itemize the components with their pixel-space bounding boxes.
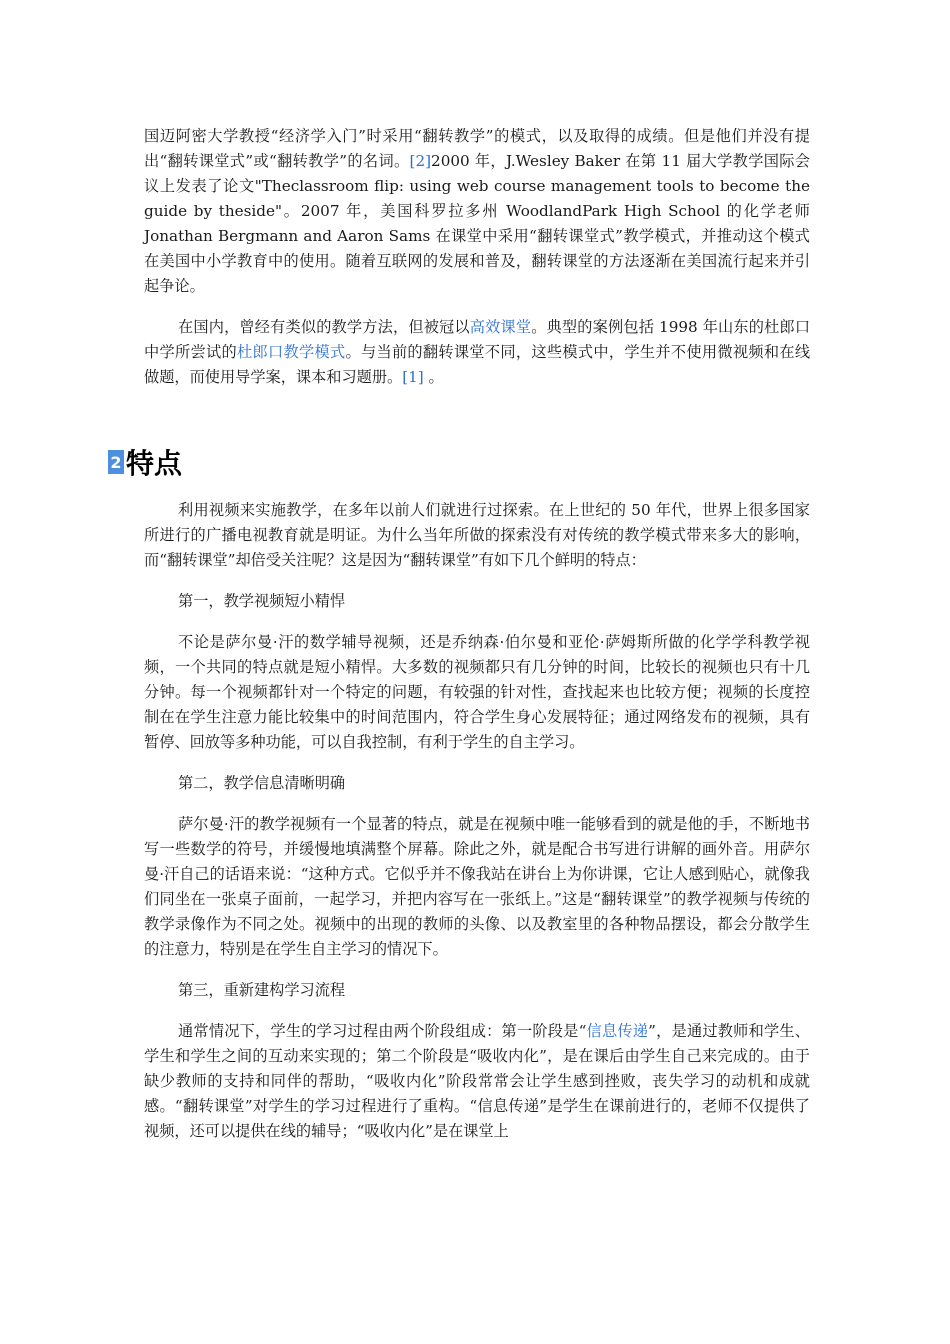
document-content bbox=[110, 124, 811, 1144]
point-3-text-1: 通常情况下，学生的学习过程由两个阶段组成：第一阶段是“ bbox=[178, 1022, 587, 1040]
paragraph-intro: 利用视频来实施教学，在多年以前人们就进行过探索。在上世纪的 50 年代，世界上很多国家所进行的广播电视教育就是明证。为什么当年所做的探索没有对传统的教学模式带来多大的影响，而“翻转课堂”却倍受关注呢？这是因为“翻转课堂”有如下几个鲜明的特点： bbox=[144, 501, 810, 569]
point-3-body bbox=[144, 1019, 810, 1144]
point-3-title: 第三，重新建构学习流程 bbox=[178, 981, 346, 999]
domestic-text-3: 。与当前的翻转课堂不同，这些模式中，学生并不使用微视频和在线做题，而使用导学案，课本和习题册。 bbox=[144, 343, 811, 386]
history-text-b: 2000 年，J.Wesley Baker 在第 11 届大学教学国际会议上发表了论文"Theclassroom flip: using web course management tools to become the guide by theside"。2007 年，美国科罗拉多州 WoodlandPark High School 的化学老师 Jonathan Bergmann and Aaron Sams 在课堂中采用“翻转课堂式”教学模式，并推动这个模式在美国中小学教育中的使用。随着互联网的发展和普及，翻转课堂的方法逐渐在美国流行起来并引起争论。 bbox=[144, 152, 810, 295]
domestic-text-4: 。 bbox=[423, 368, 444, 386]
section-heading bbox=[108, 440, 810, 484]
point-3-text-2: ”，是通过教师和学生、学生和学生之间的互动来实现的；第二个阶段是“吸收内化”，是在课后由学生自己来完成的。由于缺少教师的支持和同伴的帮助，“吸收内化”阶段常常会让学生感到挫败，丧失学习的动机和成就感。“翻转课堂”对学生的学习过程进行了重构。“信息传递”是学生在课前进行的，老师不仅提供了视频，还可以提供在线的辅导；“吸收内化”是在课堂上 bbox=[144, 1022, 810, 1140]
paragraph-domestic bbox=[144, 315, 810, 390]
citation-link-2[interactable]: [2] bbox=[409, 152, 432, 170]
point-1-body: 不论是萨尔曼·汗的数学辅导视频，还是乔纳森·伯尔曼和亚伦·萨姆斯所做的化学学科教学视频，一个共同的特点就是短小精悍。大多数的视频都只有几分钟的时间，比较长的视频也只有十几分钟。每一个视频都针对一个特定的问题，有较强的针对性，查找起来也比较方便；视频的长度控制在在学生注意力能比较集中的时间范围内，符合学生身心发展特征；通过网络发布的视频，具有暂停、回放等多种功能，可以自我控制，有利于学生的自主学习。 bbox=[144, 633, 810, 751]
point-2-body: 萨尔曼·汗的教学视频有一个显著的特点，就是在视频中唯一能够看到的就是他的手，不断地书写一些数学的符号，并缓慢地填满整个屏幕。除此之外，就是配合书写进行讲解的画外音。用萨尔曼·汗自己的话语来说：“这种方式。它似乎并不像我站在讲台上为你讲课，它让人感到贴心，就像我们同坐在一张桌子面前，一起学习，并把内容写在一张纸上。”这是“翻转课堂”的教学视频与传统的教学录像作为不同之处。视频中的出现的教师的头像、以及教室里的各种物品摆设，都会分散学生的注意力，特别是在学生自主学习的情况下。 bbox=[144, 815, 810, 958]
link-dulangkou-model[interactable]: 杜郎口教学模式 bbox=[236, 343, 346, 361]
history-text-a: 国迈阿密大学教授“经济学入门”时采用“翻转教学”的模式，以及取得的成绩。但是他们并没有提出“翻转课堂式”或“翻转教学”的名词。 bbox=[144, 127, 810, 170]
section-number-badge: 2 bbox=[108, 450, 124, 474]
point-2-title: 第二，教学信息清晰明确 bbox=[178, 774, 346, 792]
section-title: 特点 bbox=[126, 447, 183, 480]
domestic-text-2: 。典型的案例包括 1998 年山东的杜郎口中学所尝试的 bbox=[144, 318, 811, 361]
link-information-transfer[interactable]: 信息传递 bbox=[586, 1022, 649, 1040]
point-1-title: 第一，教学视频短小精悍 bbox=[178, 592, 346, 610]
citation-link-1[interactable]: [1] bbox=[402, 368, 424, 386]
link-efficient-classroom[interactable]: 高效课堂 bbox=[469, 318, 532, 336]
domestic-text-1: 在国内，曾经有类似的教学方法，但被冠以 bbox=[178, 318, 470, 336]
paragraph-history bbox=[144, 124, 810, 299]
